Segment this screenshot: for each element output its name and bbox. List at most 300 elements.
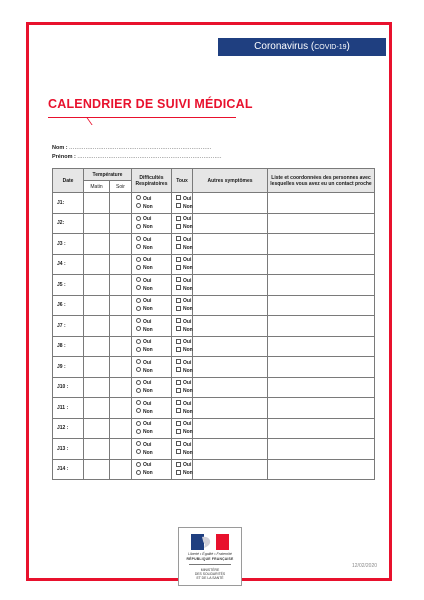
temp-soir-cell[interactable]	[110, 459, 132, 480]
checkbox-icon[interactable]	[176, 216, 181, 221]
day-label: J10 :	[53, 377, 84, 398]
option-label: Non	[143, 367, 153, 374]
toux-cell	[172, 254, 193, 275]
option-non[interactable]	[132, 264, 171, 272]
marianne-flag-icon	[191, 534, 229, 550]
radio-icon[interactable]	[136, 257, 141, 262]
nom-label: Nom :	[52, 145, 68, 151]
radio-icon[interactable]	[136, 347, 141, 352]
symptomes-cell[interactable]	[193, 336, 268, 357]
option-label: Oui	[183, 359, 192, 366]
option-label: Non	[183, 265, 193, 272]
temp-matin-cell[interactable]	[84, 316, 110, 337]
radio-icon[interactable]	[136, 265, 141, 270]
table-row	[53, 234, 375, 255]
option-non[interactable]	[132, 346, 171, 354]
temp-soir-cell[interactable]	[110, 418, 132, 439]
difficultes-cell	[132, 295, 172, 316]
checkbox-icon[interactable]	[176, 339, 181, 344]
option-label: Non	[183, 203, 193, 210]
option-label: Non	[183, 326, 193, 333]
toux-cell	[172, 213, 193, 234]
option-label: Non	[183, 408, 193, 415]
temp-soir-cell[interactable]	[110, 398, 132, 419]
option-label: Non	[143, 429, 153, 436]
option-oui[interactable]	[172, 236, 192, 244]
title-box	[48, 97, 253, 111]
option-label: Non	[143, 408, 153, 415]
symptomes-cell[interactable]	[193, 398, 268, 419]
option-non[interactable]	[132, 244, 171, 252]
temp-matin-cell[interactable]	[84, 398, 110, 419]
radio-icon[interactable]	[136, 203, 141, 208]
title-underline	[48, 117, 236, 118]
logo-motto: Liberté • Égalité • Fraternité	[188, 552, 232, 556]
option-oui[interactable]	[172, 256, 192, 264]
contacts-cell[interactable]	[268, 377, 375, 398]
option-label: Non	[143, 265, 153, 272]
difficultes-cell	[132, 357, 172, 378]
option-non[interactable]	[172, 469, 192, 477]
option-oui[interactable]	[172, 420, 192, 428]
day-label: J5 :	[53, 275, 84, 296]
option-label: Oui	[183, 380, 192, 387]
option-oui[interactable]	[132, 461, 171, 469]
radio-icon[interactable]	[136, 429, 141, 434]
option-label: Oui	[143, 339, 152, 346]
option-oui[interactable]	[132, 195, 171, 203]
contacts-cell[interactable]	[268, 213, 375, 234]
option-label: Oui	[183, 236, 192, 243]
toux-cell	[172, 459, 193, 480]
prenom-label: Prénom :	[52, 154, 76, 160]
contacts-cell[interactable]	[268, 193, 375, 214]
option-non[interactable]	[172, 264, 192, 272]
checkbox-icon[interactable]	[176, 224, 181, 229]
badge-close: )	[346, 41, 350, 52]
radio-icon[interactable]	[136, 195, 141, 200]
contacts-cell[interactable]	[268, 254, 375, 275]
header-contacts: Liste et coordonnées des personnes avec lesquelles vous avez eu un contact proche	[268, 169, 375, 193]
option-non[interactable]	[172, 244, 192, 252]
checkbox-icon[interactable]	[176, 195, 181, 200]
checkbox-icon[interactable]	[176, 203, 181, 208]
option-oui[interactable]	[172, 359, 192, 367]
checkbox-icon[interactable]	[176, 359, 181, 364]
toux-cell	[172, 357, 193, 378]
temp-matin-cell[interactable]	[84, 234, 110, 255]
option-label: Non	[183, 224, 193, 231]
option-label: Oui	[143, 298, 152, 305]
calendar-body	[53, 193, 375, 480]
temp-matin-cell[interactable]	[84, 418, 110, 439]
option-oui[interactable]	[172, 338, 192, 346]
checkbox-icon[interactable]	[176, 388, 181, 393]
symptomes-cell[interactable]	[193, 357, 268, 378]
day-label: J8 :	[53, 336, 84, 357]
header-matin: Matin	[84, 181, 110, 193]
difficultes-cell	[132, 377, 172, 398]
option-label: Oui	[183, 318, 192, 325]
option-label: Oui	[183, 277, 192, 284]
option-label: Non	[143, 244, 153, 251]
option-label: Non	[143, 347, 153, 354]
option-non[interactable]	[132, 387, 171, 395]
option-label: Non	[183, 470, 193, 477]
option-non[interactable]	[132, 203, 171, 211]
radio-icon[interactable]	[136, 236, 141, 241]
radio-icon[interactable]	[136, 216, 141, 221]
radio-icon[interactable]	[136, 277, 141, 282]
calendar-table	[52, 168, 375, 480]
option-non[interactable]	[132, 428, 171, 436]
option-label: Non	[143, 306, 153, 313]
option-non[interactable]	[132, 285, 171, 293]
option-label: Non	[143, 388, 153, 395]
checkbox-icon[interactable]	[176, 429, 181, 434]
option-non[interactable]	[132, 223, 171, 231]
temp-soir-cell[interactable]	[110, 357, 132, 378]
option-label: Non	[143, 285, 153, 292]
day-label: J13 :	[53, 439, 84, 460]
header-soir: Soir	[110, 181, 132, 193]
header-difficultes-1: Difficultés	[139, 174, 164, 181]
table-row	[53, 213, 375, 234]
option-oui[interactable]	[132, 441, 171, 449]
temp-matin-cell[interactable]	[84, 377, 110, 398]
option-label: Oui	[183, 441, 192, 448]
option-label: Oui	[143, 421, 152, 428]
option-oui[interactable]	[172, 277, 192, 285]
day-label: J4 :	[53, 254, 84, 275]
difficultes-cell	[132, 418, 172, 439]
day-label: J6 :	[53, 295, 84, 316]
option-label: Oui	[143, 318, 152, 325]
option-label: Oui	[143, 441, 152, 448]
toux-cell	[172, 398, 193, 419]
option-non[interactable]	[172, 203, 192, 211]
temp-soir-cell[interactable]	[110, 295, 132, 316]
option-label: Non	[143, 470, 153, 477]
temp-matin-cell[interactable]	[84, 275, 110, 296]
covid-badge	[218, 38, 386, 56]
checkbox-icon[interactable]	[176, 441, 181, 446]
option-label: Oui	[183, 257, 192, 264]
checkbox-icon[interactable]	[176, 306, 181, 311]
symptomes-cell[interactable]	[193, 275, 268, 296]
contacts-cell[interactable]	[268, 357, 375, 378]
radio-icon[interactable]	[136, 400, 141, 405]
contacts-cell[interactable]	[268, 398, 375, 419]
option-label: Non	[143, 449, 153, 456]
option-label: Non	[143, 224, 153, 231]
option-oui[interactable]	[132, 400, 171, 408]
temp-matin-cell[interactable]	[84, 193, 110, 214]
option-non[interactable]	[172, 326, 192, 334]
header-temperature: Température	[84, 169, 132, 181]
table-row	[53, 316, 375, 337]
checkbox-icon[interactable]	[176, 244, 181, 249]
badge-text: Coronavirus (	[254, 41, 315, 52]
option-oui[interactable]	[172, 461, 192, 469]
temp-matin-cell[interactable]	[84, 439, 110, 460]
contacts-cell[interactable]	[268, 418, 375, 439]
contacts-cell[interactable]	[268, 234, 375, 255]
radio-icon[interactable]	[136, 408, 141, 413]
temp-matin-cell[interactable]	[84, 213, 110, 234]
temp-matin-cell[interactable]	[84, 459, 110, 480]
option-oui[interactable]	[132, 297, 171, 305]
option-label: Non	[183, 367, 193, 374]
difficultes-cell	[132, 439, 172, 460]
contacts-cell[interactable]	[268, 336, 375, 357]
checkbox-icon[interactable]	[176, 380, 181, 385]
header-symptomes: Autres symptômes	[193, 169, 268, 193]
day-label: J7 :	[53, 316, 84, 337]
difficultes-cell	[132, 234, 172, 255]
table-row	[53, 418, 375, 439]
logo-ministry-3: ET DE LA SANTÉ	[196, 576, 224, 581]
option-non[interactable]	[172, 387, 192, 395]
checkbox-icon[interactable]	[176, 236, 181, 241]
logo-ministry	[179, 568, 241, 581]
checkbox-icon[interactable]	[176, 421, 181, 426]
option-label: Oui	[143, 462, 152, 469]
option-non[interactable]	[172, 346, 192, 354]
option-label: Oui	[143, 257, 152, 264]
checkbox-icon[interactable]	[176, 400, 181, 405]
toux-cell	[172, 193, 193, 214]
option-oui[interactable]	[172, 297, 192, 305]
table-row	[53, 398, 375, 419]
option-non[interactable]	[172, 223, 192, 231]
option-non[interactable]	[172, 367, 192, 375]
option-oui[interactable]	[132, 318, 171, 326]
table-row	[53, 459, 375, 480]
checkbox-icon[interactable]	[176, 326, 181, 331]
checkbox-icon[interactable]	[176, 462, 181, 467]
prenom-dots: ...............................................................................	[77, 154, 222, 160]
logo-ministry-2: DES SOLIDARITÉS	[194, 572, 226, 577]
radio-icon[interactable]	[136, 388, 141, 393]
option-non[interactable]	[132, 469, 171, 477]
toux-cell	[172, 295, 193, 316]
radio-icon[interactable]	[136, 298, 141, 303]
temp-soir-cell[interactable]	[110, 439, 132, 460]
difficultes-cell	[132, 254, 172, 275]
option-label: Oui	[183, 195, 192, 202]
radio-icon[interactable]	[136, 367, 141, 372]
header-difficultes-2: Respiratoires	[135, 180, 168, 187]
radio-icon[interactable]	[136, 339, 141, 344]
symptomes-cell[interactable]	[193, 377, 268, 398]
toux-cell	[172, 439, 193, 460]
temp-soir-cell[interactable]	[110, 275, 132, 296]
table-row	[53, 336, 375, 357]
temp-soir-cell[interactable]	[110, 234, 132, 255]
option-label: Oui	[183, 462, 192, 469]
option-non[interactable]	[172, 449, 192, 457]
difficultes-cell	[132, 459, 172, 480]
temp-soir-cell[interactable]	[110, 213, 132, 234]
option-oui[interactable]	[132, 338, 171, 346]
option-label: Oui	[143, 380, 152, 387]
radio-icon[interactable]	[136, 359, 141, 364]
option-oui[interactable]	[172, 441, 192, 449]
option-oui[interactable]	[172, 215, 192, 223]
option-oui[interactable]	[132, 277, 171, 285]
day-label: J12 :	[53, 418, 84, 439]
temp-soir-cell[interactable]	[110, 336, 132, 357]
option-label: Non	[143, 326, 153, 333]
temp-matin-cell[interactable]	[84, 254, 110, 275]
symptomes-cell[interactable]	[193, 316, 268, 337]
option-oui[interactable]	[132, 215, 171, 223]
radio-icon[interactable]	[136, 380, 141, 385]
option-non[interactable]	[172, 305, 192, 313]
symptomes-cell[interactable]	[193, 254, 268, 275]
toux-cell	[172, 418, 193, 439]
option-label: Oui	[143, 236, 152, 243]
checkbox-icon[interactable]	[176, 449, 181, 454]
checkbox-icon[interactable]	[176, 318, 181, 323]
temp-soir-cell[interactable]	[110, 193, 132, 214]
page-title: CALENDRIER DE SUIVI MÉDICAL	[48, 97, 253, 111]
option-oui[interactable]	[132, 420, 171, 428]
option-oui[interactable]	[132, 236, 171, 244]
header-toux: Toux	[172, 169, 193, 193]
checkbox-icon[interactable]	[176, 408, 181, 413]
option-non[interactable]	[132, 305, 171, 313]
contacts-cell[interactable]	[268, 459, 375, 480]
radio-icon[interactable]	[136, 224, 141, 229]
toux-cell	[172, 336, 193, 357]
day-label: J11 :	[53, 398, 84, 419]
option-label: Non	[183, 429, 193, 436]
symptomes-cell[interactable]	[193, 234, 268, 255]
option-label: Oui	[183, 421, 192, 428]
option-label: Oui	[143, 359, 152, 366]
radio-icon[interactable]	[136, 421, 141, 426]
prenom-field[interactable]	[52, 154, 222, 160]
logo-ministry-1: MINISTÈRE	[200, 568, 220, 572]
symptomes-cell[interactable]	[193, 193, 268, 214]
option-non[interactable]	[132, 326, 171, 334]
temp-matin-cell[interactable]	[84, 357, 110, 378]
option-oui[interactable]	[132, 359, 171, 367]
logo-republic: RÉPUBLIQUE FRANÇAISE	[186, 557, 234, 561]
day-label: J14 :	[53, 459, 84, 480]
radio-icon[interactable]	[136, 244, 141, 249]
table-row	[53, 193, 375, 214]
temp-matin-cell[interactable]	[84, 295, 110, 316]
contacts-cell[interactable]	[268, 275, 375, 296]
temp-soir-cell[interactable]	[110, 254, 132, 275]
option-non[interactable]	[132, 449, 171, 457]
option-non[interactable]	[172, 285, 192, 293]
option-non[interactable]	[132, 408, 171, 416]
option-label: Non	[183, 449, 193, 456]
symptomes-cell[interactable]	[193, 439, 268, 460]
checkbox-icon[interactable]	[176, 257, 181, 262]
option-label: Non	[183, 347, 193, 354]
checkbox-icon[interactable]	[176, 265, 181, 270]
symptomes-cell[interactable]	[193, 459, 268, 480]
option-oui[interactable]	[132, 256, 171, 264]
radio-icon[interactable]	[136, 306, 141, 311]
contacts-cell[interactable]	[268, 439, 375, 460]
option-oui[interactable]	[172, 379, 192, 387]
option-non[interactable]	[172, 428, 192, 436]
difficultes-cell	[132, 398, 172, 419]
option-label: Oui	[143, 195, 152, 202]
government-logo	[178, 527, 242, 586]
option-oui[interactable]	[172, 400, 192, 408]
day-label: J1:	[53, 193, 84, 214]
table-row	[53, 254, 375, 275]
option-oui[interactable]	[172, 195, 192, 203]
nom-field[interactable]	[52, 145, 212, 151]
temp-matin-cell[interactable]	[84, 336, 110, 357]
option-label: Oui	[183, 339, 192, 346]
radio-icon[interactable]	[136, 318, 141, 323]
checkbox-icon[interactable]	[176, 277, 181, 282]
option-oui[interactable]	[172, 318, 192, 326]
option-label: Oui	[183, 216, 192, 223]
option-label: Oui	[143, 277, 152, 284]
table-row	[53, 357, 375, 378]
option-non[interactable]	[172, 408, 192, 416]
contacts-cell[interactable]	[268, 295, 375, 316]
radio-icon[interactable]	[136, 449, 141, 454]
nom-dots: ..............................................................................	[69, 145, 212, 151]
contacts-cell[interactable]	[268, 316, 375, 337]
option-oui[interactable]	[132, 379, 171, 387]
table-row	[53, 275, 375, 296]
table-row	[53, 295, 375, 316]
symptomes-cell[interactable]	[193, 295, 268, 316]
badge-abbr: COVID-19	[314, 44, 347, 51]
radio-icon[interactable]	[136, 462, 141, 467]
checkbox-icon[interactable]	[176, 285, 181, 290]
symptomes-cell[interactable]	[193, 418, 268, 439]
temp-soir-cell[interactable]	[110, 316, 132, 337]
difficultes-cell	[132, 193, 172, 214]
radio-icon[interactable]	[136, 470, 141, 475]
checkbox-icon[interactable]	[176, 347, 181, 352]
radio-icon[interactable]	[136, 441, 141, 446]
option-label: Non	[183, 244, 193, 251]
option-label: Non	[183, 285, 193, 292]
option-label: Non	[183, 388, 193, 395]
temp-soir-cell[interactable]	[110, 377, 132, 398]
table-row	[53, 439, 375, 460]
option-non[interactable]	[132, 367, 171, 375]
checkbox-icon[interactable]	[176, 298, 181, 303]
radio-icon[interactable]	[136, 326, 141, 331]
option-label: Oui	[143, 216, 152, 223]
option-label: Non	[183, 306, 193, 313]
checkbox-icon[interactable]	[176, 470, 181, 475]
symptomes-cell[interactable]	[193, 213, 268, 234]
table-row	[53, 377, 375, 398]
option-label: Non	[143, 203, 153, 210]
day-label: J9 :	[53, 357, 84, 378]
header-difficultes	[132, 169, 172, 193]
checkbox-icon[interactable]	[176, 367, 181, 372]
radio-icon[interactable]	[136, 285, 141, 290]
difficultes-cell	[132, 316, 172, 337]
